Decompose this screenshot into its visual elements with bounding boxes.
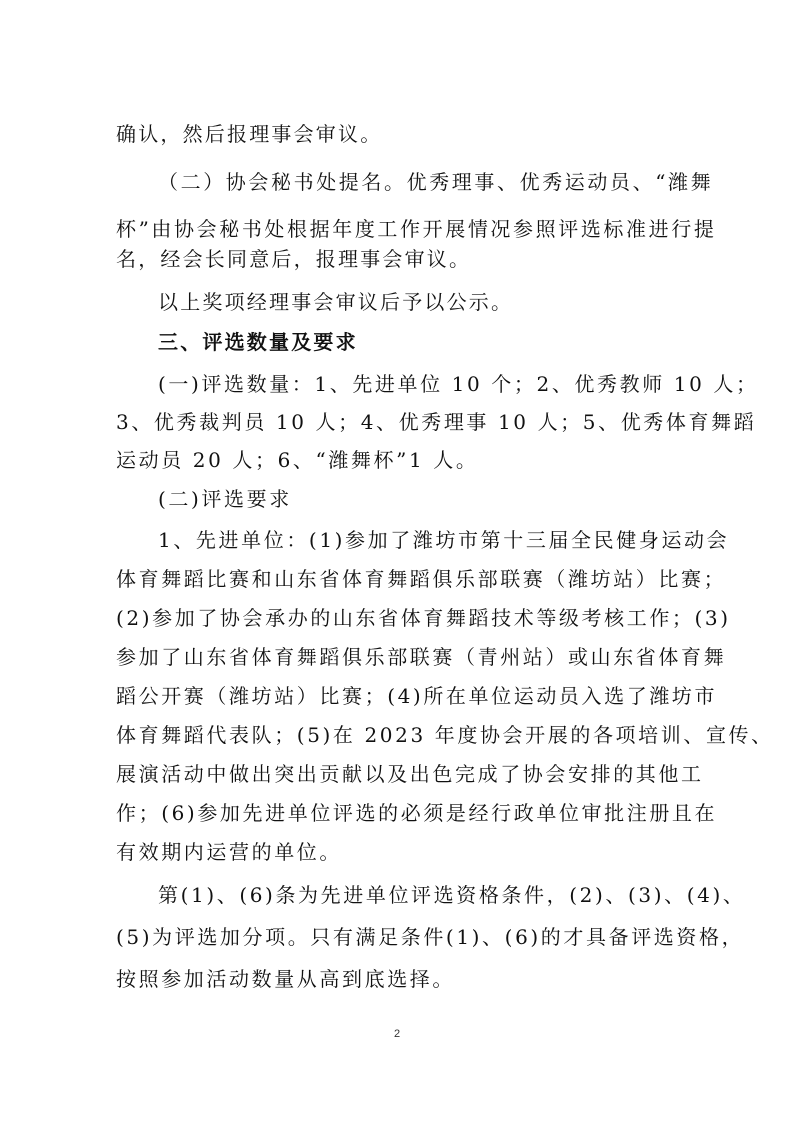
paragraph-line: 体育舞蹈比赛和山东省体育舞蹈俱乐部联赛（潍坊站）比赛；	[116, 567, 727, 591]
paragraph-line: 3、优秀裁判员 10 人；4、优秀理事 10 人；5、优秀体育舞蹈	[116, 410, 757, 434]
page-number: 2	[393, 1028, 401, 1040]
paragraph-line: 体育舞蹈代表队；(5)在 2023 年度协会开展的各项培训、宣传、	[116, 723, 774, 747]
subsection-heading: (二)评选要求	[158, 487, 292, 511]
paragraph-line: 有效期内运营的单位。	[116, 840, 342, 864]
paragraph-line: 杯”由协会秘书处根据年度工作开展情况参照评选标准进行提	[116, 217, 717, 241]
paragraph-line: 以上奖项经理事会审议后予以公示。	[158, 290, 514, 314]
paragraph-line: (一)评选数量：1、先进单位 10 个；2、优秀教师 10 人；	[158, 372, 759, 396]
paragraph-line: 确认，然后报理事会审议。	[116, 122, 383, 146]
paragraph-line: 蹈公开赛（潍坊站）比赛；(4)所在单位运动员入选了潍坊市	[116, 684, 718, 708]
paragraph-line: 名，经会长同意后，报理事会审议。	[116, 247, 472, 271]
paragraph-line: (5)为评选加分项。只有满足条件(1)、(6)的才具备评选资格，	[116, 925, 745, 949]
paragraph-line: (2)参加了协会承办的山东省体育舞蹈技术等级考核工作；(3)	[116, 606, 731, 630]
section-heading: 三、评选数量及要求	[158, 330, 358, 354]
paragraph-line: 1、先进单位：(1)参加了潍坊市第十三届全民健身运动会	[158, 528, 730, 552]
paragraph-line: （二）协会秘书处提名。优秀理事、优秀运动员、“潍舞	[158, 170, 714, 194]
paragraph-line: 展演活动中做出突出贡献以及出色完成了协会安排的其他工	[116, 762, 704, 786]
paragraph-line: 按照参加活动数量从高到底选择。	[116, 967, 455, 991]
paragraph-line: 作；(6)参加先进单位评选的必须是经行政单位审批注册且在	[116, 801, 718, 825]
paragraph-line: 第(1)、(6)条为先进单位评选资格条件，(2)、(3)、(4)、	[158, 883, 746, 907]
paragraph-line: 运动员 20 人；6、“潍舞杯”1 人。	[116, 448, 479, 472]
paragraph-line: 参加了山东省体育舞蹈俱乐部联赛（青州站）或山东省体育舞	[116, 645, 727, 669]
